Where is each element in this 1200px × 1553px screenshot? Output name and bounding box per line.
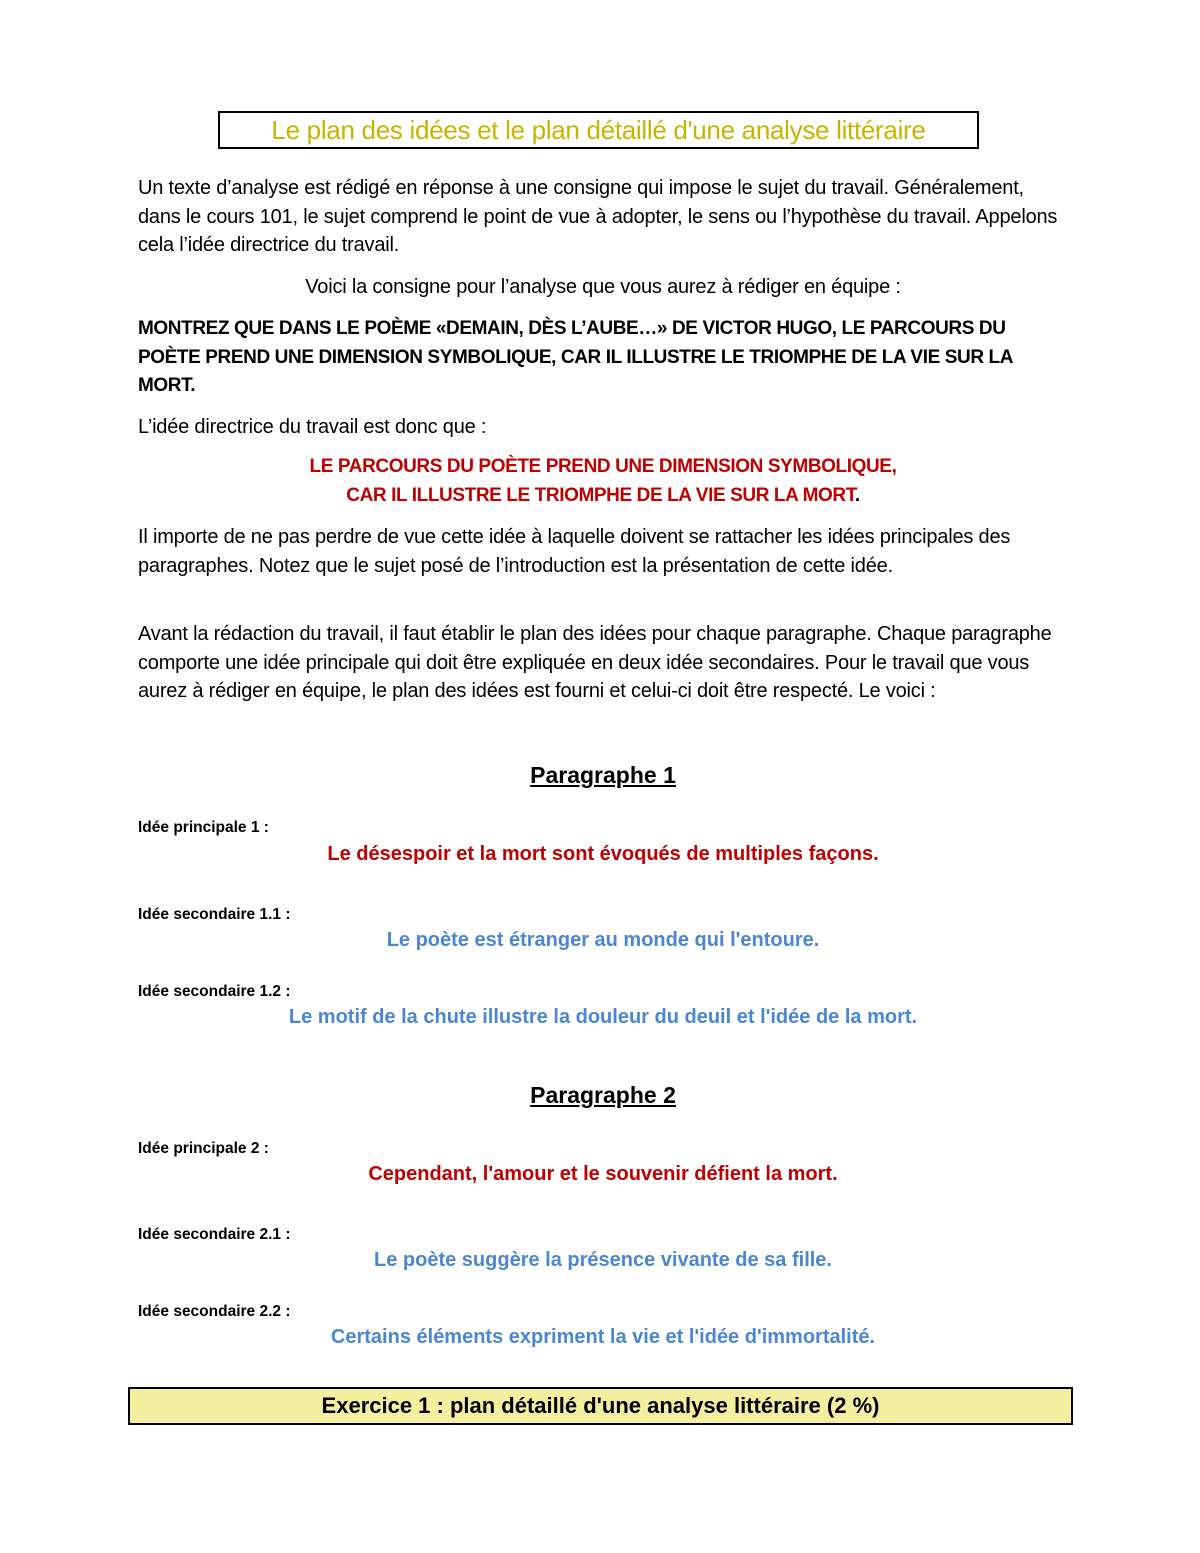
main-idea-2: Cependant, l'amour et le souvenir défient la mort. [368,1163,838,1185]
directrice-statement [138,453,1068,510]
main-idea-1: Le désespoir et la mort sont évoqués de multiples façons. [327,843,879,865]
secondary-idea-2-2-label: Idée secondaire 2.2 : [138,1303,291,1320]
secondary-idea-1-1: Le poète est étranger au monde qui l'entoure. [386,929,820,951]
secondary-idea-1-2-label: Idée secondaire 1.2 : [138,983,291,1000]
paragraph-2-heading: Paragraphe 2 [530,1082,676,1108]
plan-intro-paragraph: Avant la rédaction du travail, il faut établir le plan des idées pour chaque paragraphe. Chaque paragraphe comporte une idée principale qui doit être expliquée en deux idée secondaires. Pour le travail que vous aurez à rédiger en équipe, le plan des idées est fourni et celui-ci doit être respecté. Le voici : [138,623,1052,702]
exercise-heading: Exercice 1 : plan détaillé d'une analyse littéraire (2 %) [128,1387,1073,1425]
consigne-text: MONTREZ QUE DANS LE POÈME «DEMAIN, DÈS L’AUBE…» DE VICTOR HUGO, LE PARCOURS DU POÈTE PREND UNE DIMENSION SYMBOLIQUE, CAR IL ILLUSTRE LE TRIOMPHE DE LA VIE SUR LA MORT. [138,318,1013,396]
secondary-idea-2-1: Le poète suggère la présence vivante de sa fille. [374,1249,832,1271]
importance-paragraph: Il importe de ne pas perdre de vue cette idée à laquelle doivent se rattacher les idées principales des paragraphes. Notez que le sujet posé de l’introduction est la présentation de cette idée. [138,526,1011,577]
secondary-idea-1-1-label: Idée secondaire 1.1 : [138,906,291,923]
directrice-intro: L’idée directrice du travail est donc que : [138,416,487,438]
intro-paragraph: Un texte d’analyse est rédigé en réponse à une consigne qui impose le sujet du travail. Généralement, dans le cours 101, le sujet comprend le point de vue à adopter, le sens ou l’hypothèse du travail. Appelons cela l’idée directrice du travail. [138,177,1058,256]
secondary-idea-1-2: Le motif de la chute illustre la douleur du deuil et l'idée de la mort. [288,1006,918,1028]
directrice-line-2: CAR IL ILLUSTRE LE TRIOMPHE DE LA VIE SUR LA MORT [346,484,855,506]
paragraph-1-heading: Paragraphe 1 [530,762,676,788]
consigne-intro: Voici la consigne pour l’analyse que vous aurez à rédiger en équipe : [305,276,901,298]
main-idea-1-label: Idée principale 1 : [138,819,269,836]
secondary-idea-2-2: Certains éléments expriment la vie et l'idée d'immortalité. [330,1326,876,1348]
secondary-idea-2-1-label: Idée secondaire 2.1 : [138,1226,291,1243]
directrice-line-1: LE PARCOURS DU POÈTE PREND UNE DIMENSION SYMBOLIQUE, [309,456,897,477]
document-title: Le plan des idées et le plan détaillé d'une analyse littéraire [218,111,979,149]
main-idea-2-label: Idée principale 2 : [138,1140,269,1157]
directrice-period: . [854,484,860,506]
